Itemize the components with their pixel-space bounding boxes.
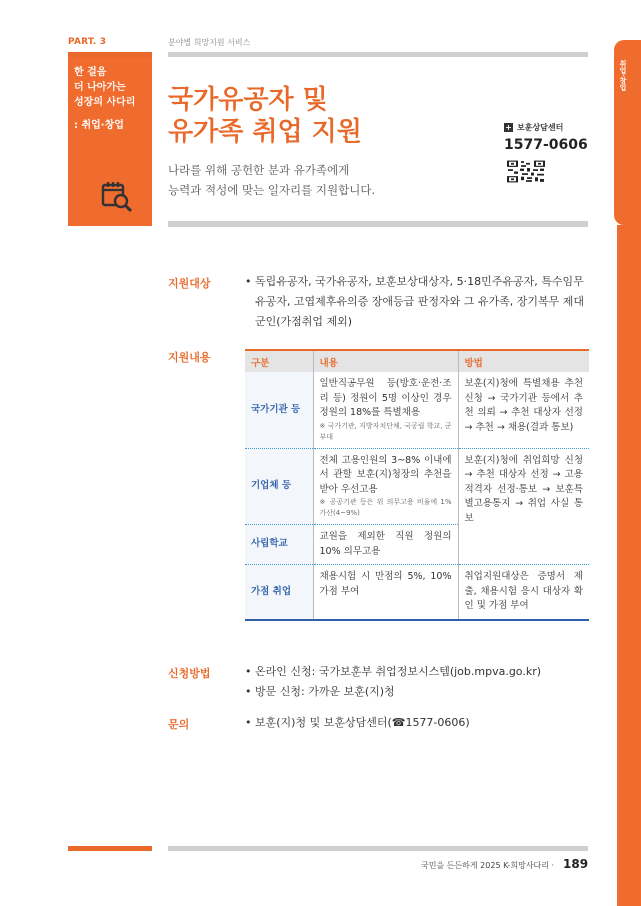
table-header-row [245,350,589,372]
row-content-text: 일반직공무원 등(방호·운전·조리 등) 정원이 5명 이상인 경우 정원의 18%를 특별채용 [319,378,452,418]
row-content-text: 교원을 제외한 직원 정원의 10% 의무고용 [319,531,452,557]
footer-accent-bar [68,846,152,851]
chapter-strip [617,225,641,906]
title-line-2: 유가족 취업 지원 [168,117,362,147]
center-name: 보훈상담센터 [517,123,564,132]
row-category: 국가기관 등 [245,372,313,448]
top-divider-bar [168,52,588,57]
part-label: PART. 3 [68,37,107,47]
side-category: : 취업·창업 [74,120,124,131]
target-line-1: • 독립유공자, 국가유공자, 보훈보상대상자, 5·18민주유공자, 특수임무 [245,275,584,288]
apply-line-2: • 방문 신청: 가까운 보훈(지)청 [245,685,395,698]
qr-code-icon[interactable] [506,160,546,183]
series-title: 분야별 희망지원 서비스 [168,38,251,47]
counseling-center-label [504,122,563,133]
target-line-3: 군인(가점취업 제외) [255,315,353,328]
target-line-2: 유공자, 고엽제후유의증 장애등급 판정자와 그 유가족, 장기복무 제대 [255,295,584,308]
row-note: ※ 공공기관 등은 위 의무고용 비율에 1% 가산(4~9%) [319,498,452,517]
page-number: 189 [563,857,589,871]
row-content [313,565,458,620]
side-category-box [68,57,152,226]
side-line-2: 더 나아가는 [74,82,126,93]
row-content [313,372,458,448]
apply-line-1: • 온라인 신청: 국가보훈부 취업정보시스템(job.mpva.go.kr) [245,665,542,678]
table-row [245,372,589,448]
row-category: 가점 취업 [245,565,313,620]
title-line-1: 국가유공자 및 [168,85,328,115]
row-content-text: 전체 고용인원의 3~8% 이내에서 관할 보훈(지)청장의 추천을 받아 우선고용 [319,454,452,495]
side-line-1: 한 걸음 [74,67,107,78]
row-method: 보훈(지)청에 취업희망 신청 → 추천 대상자 선정 → 고용적격자 선정·통보 → 보훈특별고용통지 → 취업 사실 통보 [458,448,589,565]
target-label: 지원대상 [168,277,211,290]
inquiry-line-1: • 보훈(지)청 및 보훈상담센터(☎1577-0606) [245,716,470,729]
support-table [245,349,589,621]
row-content [313,525,458,565]
row-content [313,448,458,525]
table-row [245,565,589,620]
plus-icon: + [505,123,512,132]
content-label: 지원내용 [168,351,211,364]
header-category: 구분 [245,350,313,372]
inquiry-text [245,713,593,733]
calendar-search-icon [100,179,134,213]
row-method: 취업지원대상은 증명서 제출, 채용시험 응시 대상자 확인 및 가점 부여 [458,565,589,620]
footer-divider-bar [168,846,588,851]
row-content-text: 채용시험 시 만점의 5%, 10% 가점 부여 [319,571,452,597]
subtitle-line-1: 나라를 위해 공헌한 분과 유가족에게 [168,163,350,177]
apply-label: 신청방법 [168,667,211,680]
header-content: 내용 [313,350,458,372]
table-row [245,448,589,525]
chapter-tab-label: 취업·창업 [619,60,627,91]
section-divider-bar [168,221,588,227]
row-note: ※ 국가기관, 지방자치단체, 국공립 학교, 군부대 [319,421,452,441]
row-method: 보훈(지)청에 특별채용 추천 신청 → 국가기관 등에서 추천 의뢰 → 추천 대상자 선정 → 추천 → 채용(결과 통보) [458,372,589,448]
page-title [168,84,362,148]
subtitle-line-2: 능력과 적성에 맞는 일자리를 지원합니다. [168,183,376,197]
target-text [245,272,593,332]
row-category: 사립학교 [245,525,313,565]
center-phone: 1577-0606 [504,137,588,153]
header-method: 방법 [458,350,589,372]
side-line-3: 성장의 사다리 [74,97,136,108]
inquiry-label: 문의 [168,718,190,731]
row-category: 기업체 등 [245,448,313,525]
page-subtitle [168,160,375,200]
footer-text: 국민을 든든하게 2025 K-희망사다리 · [421,861,555,870]
apply-text [245,662,593,702]
